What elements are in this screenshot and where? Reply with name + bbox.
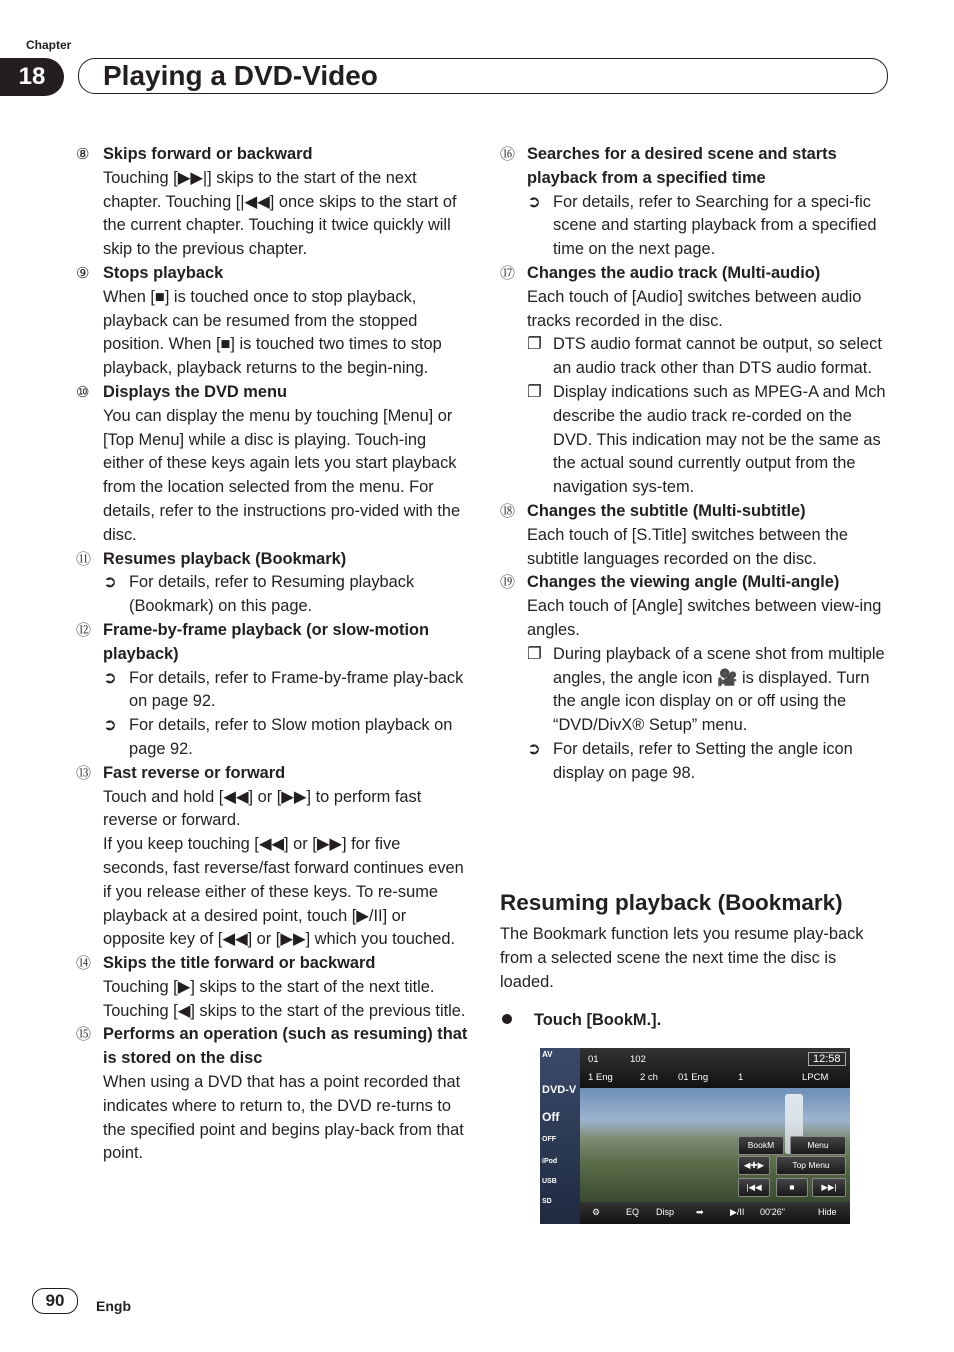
language-code: Engb bbox=[96, 1298, 131, 1314]
screenshot bbox=[540, 1048, 850, 1224]
arrow-icon: ➲ bbox=[527, 192, 541, 211]
audio-track[interactable]: 1 Eng bbox=[588, 1072, 613, 1083]
sidebar-item-usb[interactable]: USB bbox=[542, 1178, 557, 1185]
list-item bbox=[500, 500, 892, 571]
list-item bbox=[500, 571, 892, 785]
title-number: 01 bbox=[588, 1054, 599, 1065]
item-number: ⑰ bbox=[500, 264, 516, 282]
cursor-arrows-button[interactable]: ◀✚▶ bbox=[738, 1156, 770, 1175]
elapsed-time: 00'26" bbox=[760, 1207, 785, 1217]
item-heading: Changes the audio track (Multi-audio) bbox=[527, 263, 821, 282]
section-title: Resuming playback (Bookmark) bbox=[500, 890, 843, 915]
reference-text: For details, refer to Resuming playback (Bookmark) on this page. bbox=[129, 573, 415, 616]
checkbox-icon: ❐ bbox=[527, 644, 542, 663]
item-heading: Changes the viewing angle (Multi-angle) bbox=[527, 573, 840, 592]
menu-button[interactable]: Menu bbox=[790, 1136, 846, 1155]
item-number: ⑭ bbox=[76, 955, 92, 973]
list-item bbox=[500, 143, 892, 262]
channels: 2 ch bbox=[640, 1072, 658, 1083]
reference-note bbox=[103, 571, 468, 619]
item-number: ⑧ bbox=[76, 146, 90, 163]
item-body: When [■] is touched once to stop playback, playback can be resumed from the stopped position. When [■] is touched two times to stop playback, playback returns to the begin-ning. bbox=[103, 287, 442, 378]
page-title: Playing a DVD-Video bbox=[103, 60, 378, 91]
list-item bbox=[500, 262, 892, 500]
item-number: ⑯ bbox=[500, 146, 516, 163]
page-number: 90 bbox=[32, 1288, 78, 1314]
item-heading: Stops playback bbox=[103, 263, 224, 282]
note bbox=[527, 643, 892, 738]
item-heading: Frame-by-frame playback (or slow-motion playback) bbox=[103, 620, 430, 663]
item-number: ⑬ bbox=[76, 764, 92, 782]
hide-button[interactable]: Hide bbox=[818, 1207, 837, 1217]
item-body: Each touch of [Angle] switches between view-ing angles. bbox=[527, 597, 882, 639]
checkbox-icon: ❐ bbox=[527, 335, 542, 354]
item-heading: Searches for a desired scene and starts playback from a specified time bbox=[527, 145, 837, 187]
sidebar-item-dvd[interactable]: DVD-V bbox=[542, 1084, 577, 1096]
right-column bbox=[500, 143, 892, 786]
reference-note bbox=[527, 738, 892, 786]
section-body: The Bookmark function lets you resume play-back from a selected scene the next time the disc is loaded. bbox=[500, 925, 864, 991]
item-body: If you keep touching [◀◀] or [▶▶] for five seconds, fast reverse/fast forward continues even if you release either of these keys. To re-sume playback at a desired point, touch [▶/II] or opposite key of [◀◀] or [▶▶] which you touched. bbox=[103, 835, 464, 949]
reference-text: For details, refer to Slow motion playback on page 92. bbox=[129, 716, 453, 758]
item-body: When using a DVD that has a point recorded that indicates where to return to, the DVD re-turns to the specified point and begins play-back from that point. bbox=[103, 1073, 464, 1163]
item-heading: Changes the subtitle (Multi-subtitle) bbox=[527, 501, 806, 520]
bullet-icon bbox=[502, 1014, 512, 1024]
arrow-icon: ➲ bbox=[103, 668, 117, 687]
item-number: ⑫ bbox=[76, 621, 92, 639]
chapter-number: 102 bbox=[630, 1054, 646, 1065]
sidebar-item-off2[interactable]: OFF bbox=[542, 1136, 556, 1143]
note-text: During playback of a scene shot from multiple angles, the angle icon 🎥 is displayed. Turn the angle icon display on or off using the “DVD/DivX® Setup” menu. bbox=[553, 644, 885, 735]
note bbox=[527, 381, 892, 500]
subtitle-track[interactable]: 01 Eng bbox=[678, 1072, 709, 1083]
note-text: Display indications such as MPEG-A and Mch describe the audio track re-corded on the DVD. This indication may not be the same as the actual sound currently output from the navigation sys-tem. bbox=[553, 382, 886, 497]
arrow-icon: ➲ bbox=[103, 573, 117, 592]
list-item bbox=[76, 619, 468, 762]
eq-button[interactable]: EQ bbox=[626, 1207, 640, 1217]
step-text: Touch [BookM.]. bbox=[534, 1011, 662, 1029]
reference-note bbox=[103, 714, 468, 762]
angle-number[interactable]: 1 bbox=[738, 1072, 744, 1083]
item-heading: Skips the title forward or backward bbox=[103, 954, 376, 973]
bookmark-button[interactable]: BookM bbox=[738, 1136, 784, 1155]
list-item bbox=[76, 1023, 468, 1166]
top-menu-button[interactable]: Top Menu bbox=[776, 1156, 846, 1175]
checkbox-icon: ❐ bbox=[527, 382, 542, 401]
note bbox=[527, 333, 892, 381]
stop-button[interactable]: ■ bbox=[776, 1178, 808, 1197]
item-body: Touching [▶] skips to the start of the next title. Touching [◀] skips to the start of the previous title. bbox=[103, 977, 466, 1020]
audio-format: LPCM bbox=[802, 1072, 829, 1083]
item-body: Touching [▶▶|] skips to the start of the next chapter. Touching [|◀◀] once skips to the start of the current chapter. Touching it twice quickly will skip to the previous chapter. bbox=[103, 168, 457, 259]
item-body: Each touch of [Audio] switches between audio tracks recorded in the disc. bbox=[527, 287, 862, 330]
list-item bbox=[76, 548, 468, 619]
item-heading: Skips forward or backward bbox=[103, 145, 313, 163]
item-number: ⑮ bbox=[76, 1026, 92, 1044]
clock: 12:58 bbox=[808, 1052, 846, 1066]
sidebar-item-ipod[interactable]: iPod bbox=[542, 1158, 558, 1165]
item-number: ⑪ bbox=[76, 550, 92, 568]
arrow-icon: ➲ bbox=[527, 739, 541, 758]
disp-button[interactable]: Disp bbox=[656, 1207, 675, 1217]
step bbox=[502, 1011, 661, 1030]
chapter-label: Chapter bbox=[26, 38, 72, 52]
reference-text: For details, refer to Frame-by-frame play-back on page 92. bbox=[129, 668, 464, 711]
item-heading: Resumes playback (Bookmark) bbox=[103, 549, 347, 568]
settings-icon[interactable]: ⚙ bbox=[592, 1207, 601, 1217]
list-item bbox=[76, 762, 468, 952]
item-body: You can display the menu by touching [Menu] or [Top Menu] while a disc is playing. Touch-ing either of these keys again lets you start playback from the location selected from the menu. For details, refer to the instructions pro-vided with the disc. bbox=[103, 406, 461, 544]
sidebar-item-av[interactable]: AV bbox=[542, 1050, 553, 1059]
item-heading: Performs an operation (such as resuming) that is stored on the disc bbox=[103, 1025, 468, 1068]
list-item bbox=[76, 381, 468, 548]
chapter-number: 18 bbox=[0, 58, 64, 96]
sidebar-item-off[interactable]: Off bbox=[542, 1110, 560, 1124]
arrow-right-icon[interactable]: ➡ bbox=[696, 1207, 704, 1217]
item-heading: Displays the DVD menu bbox=[103, 382, 287, 401]
list-item bbox=[76, 952, 468, 1023]
reference-note bbox=[527, 191, 892, 262]
prev-chapter-button[interactable]: |◀◀ bbox=[738, 1178, 770, 1197]
left-column bbox=[76, 143, 468, 1166]
sidebar bbox=[540, 1048, 580, 1224]
list-item bbox=[76, 143, 468, 262]
top-bar bbox=[580, 1048, 850, 1088]
item-number: ⑱ bbox=[500, 502, 516, 520]
note-text: DTS audio format cannot be output, so select an audio track other than DTS audio format. bbox=[553, 335, 882, 378]
bottom-bar bbox=[580, 1202, 850, 1224]
item-number: ⑲ bbox=[500, 574, 516, 592]
item-number: ⑩ bbox=[76, 383, 90, 401]
title-box bbox=[78, 58, 888, 94]
play-pause-button[interactable]: ▶/II bbox=[730, 1207, 745, 1217]
sidebar-item-sd[interactable]: SD bbox=[542, 1198, 552, 1205]
arrow-icon: ➲ bbox=[103, 716, 117, 735]
next-chapter-button[interactable]: ▶▶| bbox=[812, 1178, 846, 1197]
item-number: ⑨ bbox=[76, 264, 90, 282]
item-body: Touch and hold [◀◀] or [▶▶] to perform fast reverse or forward. bbox=[103, 787, 422, 830]
reference-note bbox=[103, 667, 468, 715]
reference-text: For details, refer to Searching for a speci-fic scene and starting playback from a specified time on the next page. bbox=[553, 192, 877, 259]
reference-text: For details, refer to Setting the angle icon display on page 98. bbox=[553, 739, 853, 782]
item-heading: Fast reverse or forward bbox=[103, 763, 286, 782]
item-body: Each touch of [S.Title] switches between the subtitle languages recorded on the disc. bbox=[527, 525, 849, 568]
list-item bbox=[76, 262, 468, 381]
